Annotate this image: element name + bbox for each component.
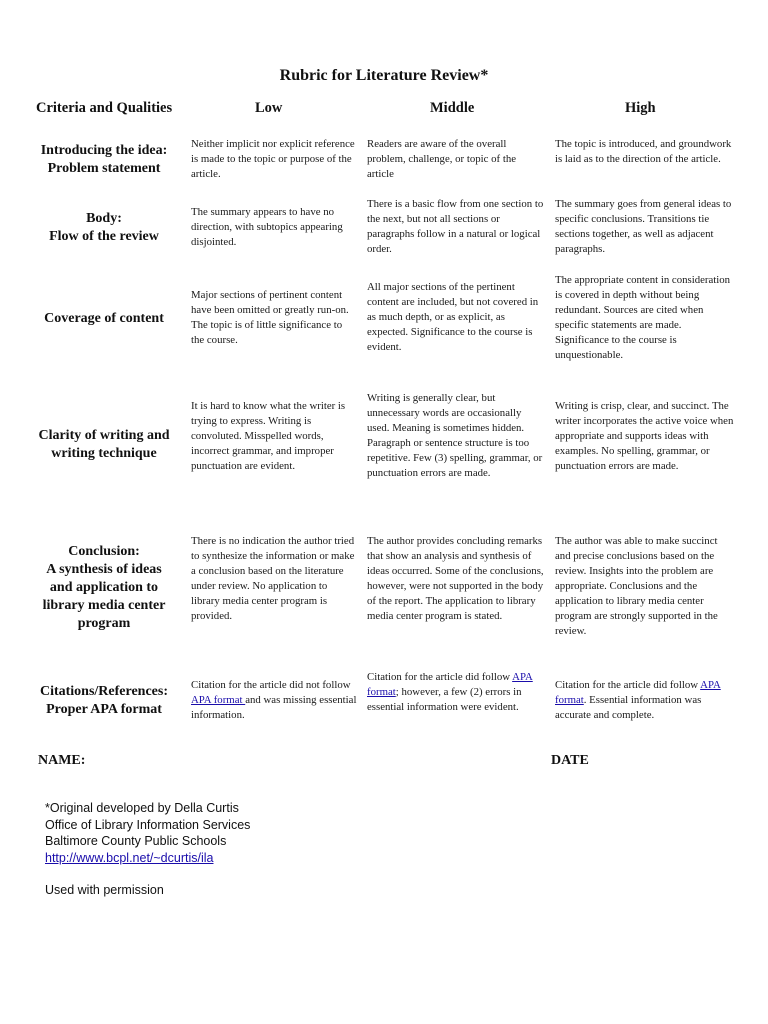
cell-high: The appropriate content in consideration is covered in depth without being redundant. Sources are cited when specific statements are made. Significance to the course is unquestionable.: [555, 274, 731, 361]
header-middle: Middle: [430, 100, 475, 116]
cell-middle: Writing is generally clear, but unnecessary words are occasionally used. Meaning is sometimes hidden. Paragraph or sentence structure is too repetitive. Few (3) spelling, grammar, or punctuation errors are made.: [367, 392, 543, 479]
cell-low: It is hard to know what the writer is trying to express. Writing is convoluted. Misspelled words, incorrect grammar, and improper punctuation are evident.: [191, 400, 346, 472]
criteria-line: Flow of the review: [49, 229, 159, 244]
cell-low: The summary appears to have no direction, with subtopics appearing disjointed.: [191, 206, 343, 248]
cell-middle: All major sections of the pertinent content are included, but not covered in as much depth, or as explicit, as expected. Significance to the course is evident.: [367, 281, 539, 353]
cell-text: ; however, a few (2) errors in essential information were evident.: [367, 686, 522, 713]
criteria-line: library media center: [42, 598, 166, 613]
criteria-introducing: [28, 142, 180, 178]
cell-low: [191, 678, 357, 723]
cell-low: There is no indication the author tried to synthesize the information or make a conclusion based on the literature under review. No application to library media center program is provided.: [191, 535, 355, 622]
cell-middle: Readers are aware of the overall problem, challenge, or topic of the article: [367, 138, 517, 180]
footer-line: Office of Library Information Services: [45, 817, 251, 832]
criteria-conclusion: [28, 543, 180, 633]
footer-credits: [45, 800, 250, 866]
criteria-line: A synthesis of ideas: [46, 562, 162, 577]
criteria-line: program: [77, 616, 131, 631]
criteria-line: Clarity of writing and: [38, 428, 170, 443]
cell-high: The topic is introduced, and groundwork is laid as to the direction of the article.: [555, 138, 732, 165]
header-low: Low: [255, 100, 283, 116]
criteria-line: Proper APA format: [46, 702, 162, 717]
cell-text: Citation for the article did follow: [367, 671, 513, 683]
cell-middle: The author provides concluding remarks that show an analysis and synthesis of ideas occurred. Some of the conclusions, however, were not supported in the body of the report. The application to library media center program is stated.: [367, 535, 544, 622]
footer-url-link[interactable]: http://www.bcpl.net/~dcurtis/ila: [45, 850, 214, 865]
criteria-line: Coverage of content: [44, 311, 164, 326]
cell-low: Major sections of pertinent content have been omitted or greatly run-on. The topic is of little significance to the course.: [191, 289, 349, 346]
name-label: NAME:: [38, 753, 86, 768]
criteria-line: Body:: [86, 211, 122, 226]
cell-high: The author was able to make succinct and precise conclusions based on the review. Insights into the problem are appropriate. Conclusions and the application to library media center program are strongly supported in the review.: [555, 535, 718, 637]
apa-format-link[interactable]: APA format: [367, 671, 533, 698]
cell-middle: There is a basic flow from one section to the next, but not all sections or paragraphs follow in a natural or logical order.: [367, 198, 544, 255]
apa-format-link[interactable]: APA format: [555, 679, 721, 706]
criteria-line: writing technique: [51, 446, 157, 461]
cell-low: Neither implicit nor explicit reference is made to the topic or purpose of the article.: [191, 138, 355, 180]
criteria-line: Problem statement: [47, 161, 161, 176]
cell-middle: [367, 670, 545, 715]
criteria-line: Introducing the idea:: [40, 143, 168, 158]
cell-text: and was missing essential information.: [191, 694, 357, 721]
cell-text: Citation for the article did follow: [555, 679, 701, 691]
cell-high: [555, 678, 735, 723]
criteria-line: and application to: [49, 580, 159, 595]
cell-high: The summary goes from general ideas to specific conclusions. Transitions tie sections together, as well as adjacent paragraphs.: [555, 198, 732, 255]
criteria-coverage: [28, 310, 180, 328]
criteria-line: Citations/References:: [39, 684, 169, 699]
criteria-body: [28, 210, 180, 246]
footer-line: *Original developed by Della Curtis: [45, 801, 239, 815]
criteria-clarity: [28, 427, 180, 463]
permission-note: Used with permission: [45, 883, 164, 897]
criteria-citations: [28, 683, 180, 719]
document-title: Rubric for Literature Review*: [279, 67, 489, 84]
criteria-line: Conclusion:: [68, 544, 140, 559]
apa-format-link[interactable]: APA format: [191, 694, 246, 706]
header-high: High: [625, 100, 656, 116]
date-label: DATE: [551, 753, 589, 768]
cell-text: Citation for the article did not follow: [191, 679, 351, 691]
cell-text: . Essential information was accurate and complete.: [555, 694, 702, 721]
footer-line: Baltimore County Public Schools: [45, 834, 227, 848]
header-criteria: Criteria and Qualities: [36, 100, 173, 116]
cell-high: Writing is crisp, clear, and succinct. The writer incorporates the active voice when appropriate and supports ideas with examples. No spelling, grammar, or punctuation errors are made.: [555, 400, 734, 472]
